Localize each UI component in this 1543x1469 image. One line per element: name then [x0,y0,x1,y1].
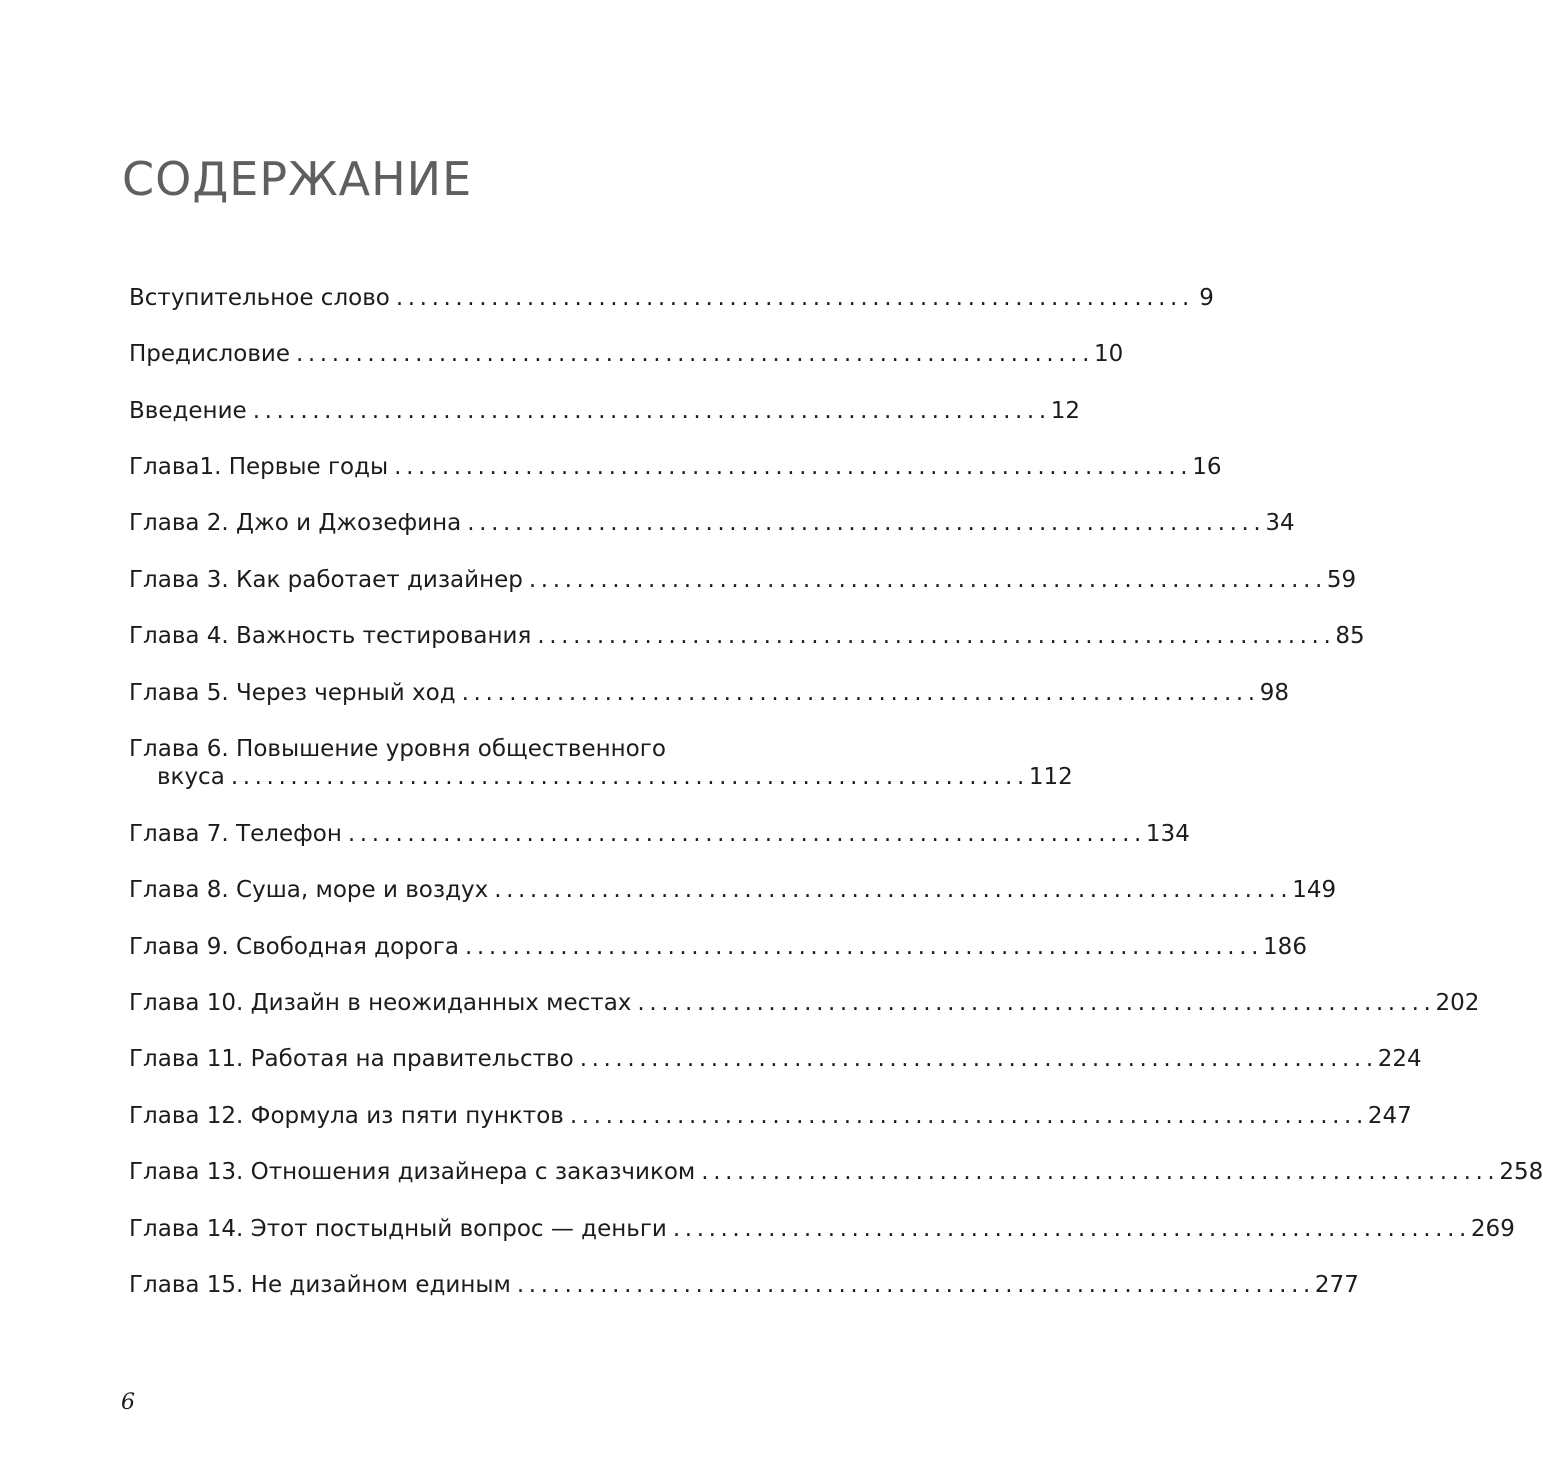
toc-entry-page: 247 [1367,1103,1412,1129]
toc-entry-label: Предисловие [129,341,290,367]
toc-leader-dots: ................................................................... [672,1216,1471,1242]
toc-entry-page: 269 [1470,1216,1515,1242]
toc-entry-label: Глава 7. Телефон [129,821,342,847]
toc-entry-label: Глава 9. Свободная дорога [129,934,459,960]
toc-leader-dots: ................................................................... [637,990,1436,1016]
toc-entry-label: Глава 5. Через черный ход [129,680,456,706]
toc-entry-label: Глава 6. Повышение уровня общественного [129,736,666,762]
toc-leader-dots: ................................................................... [494,877,1293,903]
toc-leader-dots: ................................................................... [579,1046,1378,1072]
toc-entry-page: 112 [1028,764,1073,790]
toc-entry-label: Глава 10. Дизайн в неожиданных местах [129,990,632,1016]
toc-entry-page: 34 [1265,510,1295,536]
toc-entry-page: 149 [1292,877,1337,903]
toc-entry-label: Глава1. Первые годы [129,454,389,480]
toc-leader-dots: ................................................................... [394,454,1193,480]
toc-entry [129,1156,1543,1188]
toc-entry [129,507,1295,539]
toc-entry [129,282,1214,314]
toc-leader-dots: ................................................................... [516,1272,1315,1298]
toc-entry-label: Глава 3. Как работает дизайнер [129,567,523,593]
toc-entry [129,620,1365,652]
toc-leader-dots: ................................................................... [569,1103,1368,1129]
toc-entry-continuation [129,761,1073,793]
toc-entry [129,1269,1359,1301]
toc-entry-page: 9 [1199,285,1214,311]
toc-entry [129,931,1307,963]
toc-entry-page: 16 [1192,454,1222,480]
toc-leader-dots: ................................................................... [461,680,1260,706]
toc-entry-label: Глава 15. Не дизайном единым [129,1272,511,1298]
toc-entry-page: 98 [1259,680,1289,706]
toc-entry [129,1213,1515,1245]
toc-leader-dots: ................................................................... [230,764,1029,790]
toc-entry-label: Введение [129,398,247,424]
toc-entry-page: 202 [1435,990,1480,1016]
toc-entry-label: Глава 4. Важность тестирования [129,623,532,649]
page-number: 6 [121,1390,135,1415]
toc-entry-page: 186 [1263,934,1307,960]
toc-entry [129,987,1480,1019]
toc-title: СОДЕРЖАНИЕ [122,152,473,206]
toc-entry-page: 85 [1335,623,1365,649]
toc-entry [129,818,1190,850]
toc-leader-dots: ................................................................... [537,623,1336,649]
toc-leader-dots: ................................................................... [465,934,1264,960]
toc-entry [129,1043,1422,1075]
toc-entry-page: 258 [1499,1159,1543,1185]
toc-entry-page: 12 [1050,398,1081,424]
toc-entry [129,874,1337,906]
toc-entry [129,451,1222,483]
toc-entry-label: Вступительное слово [129,285,390,311]
toc-entry [129,1100,1412,1132]
toc-entry-label: Глава 12. Формула из пяти пунктов [129,1103,564,1129]
toc-entry-label: Глава 13. Отношения дизайнера с заказчиком [129,1159,696,1185]
toc-entry [129,564,1357,596]
toc-entry [129,677,1289,709]
toc-entry-page: 134 [1145,821,1190,847]
toc-leader-dots: ................................................................... [528,567,1327,593]
toc-entry-label: Глава 2. Джо и Джозефина [129,510,462,536]
toc-entry-label: Глава 8. Суша, море и воздух [129,877,489,903]
toc-entry [129,395,1081,427]
toc-leader-dots: ................................................................... [295,341,1095,367]
toc-entry-label: Глава 14. Этот постыдный вопрос — деньги [129,1216,667,1242]
toc-entry-label-cont: вкуса [157,764,225,790]
toc-entry-page: 10 [1094,341,1124,367]
toc-entry [129,338,1124,370]
toc-entry-page: 224 [1377,1046,1422,1072]
toc-leader-dots: ................................................................... [467,510,1266,536]
toc-leader-dots: ................................................................... [701,1159,1500,1185]
toc-entry-label: Глава 11. Работая на правительство [129,1046,574,1072]
toc-leader-dots: ................................................................... [395,285,1194,311]
toc-leader-dots: ................................................................... [347,821,1146,847]
toc-entry-page: 59 [1326,567,1357,593]
toc-leader-dots: ................................................................... [252,398,1051,424]
toc-entry-page: 277 [1314,1272,1359,1298]
